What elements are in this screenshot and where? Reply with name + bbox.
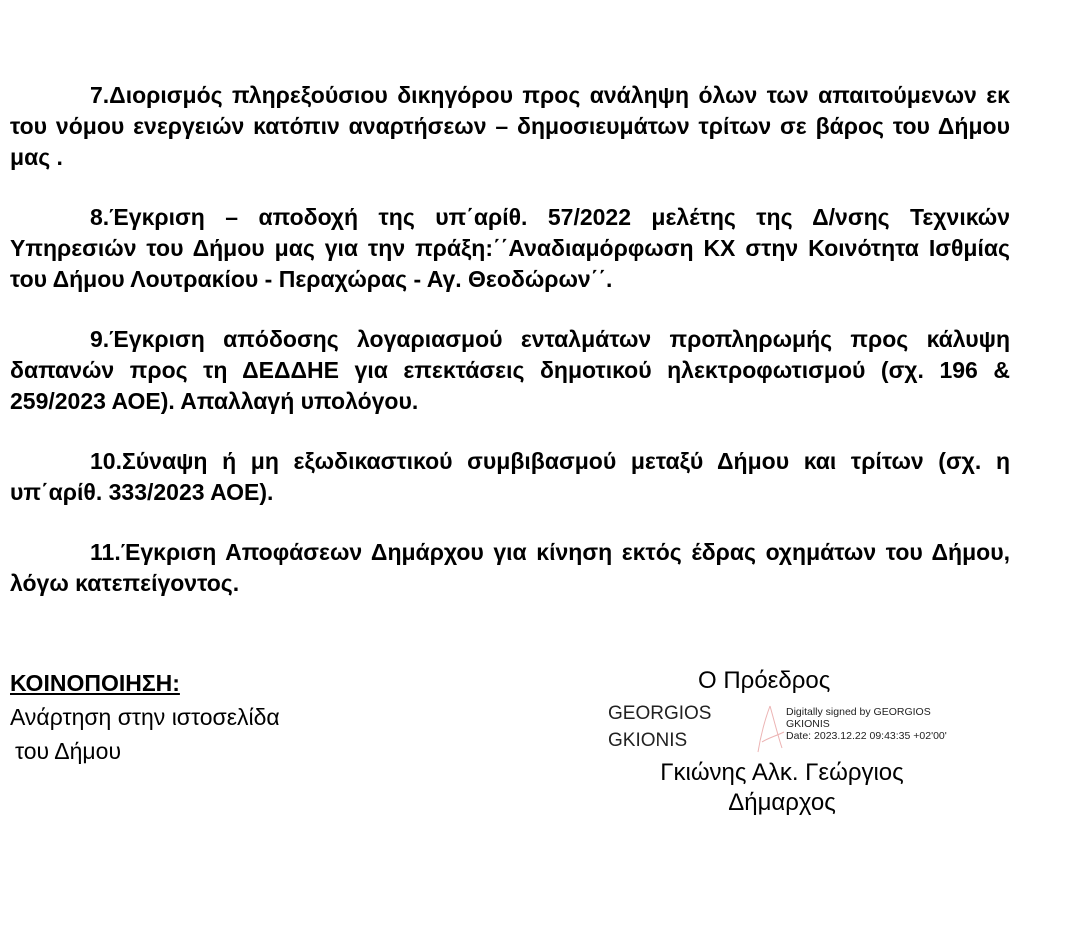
agenda-item-7: 7.Διορισμός πληρεξούσιου δικηγόρου προς ανάληψη όλων των απαιτούμενων εκ του νόμου ενεργειών κατόπιν αναρτήσεων – δημοσιευμάτων τρίτων σε βάρος του Δήμου μας . (10, 82, 1010, 170)
notification-block (10, 666, 280, 768)
signature-first-name: GEORGIOS (608, 703, 712, 724)
signer-title: Δήμαρχος (728, 789, 836, 816)
signature-detail-line-3: Date: 2023.12.22 09:43:35 +02'00' (786, 730, 947, 742)
signature-name (608, 700, 711, 754)
signature-detail-line-1: Digitally signed by GEORGIOS (786, 706, 931, 718)
signer-block (642, 758, 922, 818)
agenda-item-9: 9.Έγκριση απόδοσης λογαριασμού ενταλμάτων προπληρωμής προς κάλυψη δαπανών προς τη ΔΕΔΔΗΕ για επεκτάσεις δημοτικού ηλεκτροφωτισμού (σχ. 196 & 259/2023 ΑΟΕ). Απαλλαγή υπολόγου. (10, 326, 1010, 414)
notification-line-2: του Δήμου (15, 738, 122, 764)
signature-last-name: GKIONIS (608, 730, 688, 751)
notification-title: ΚΟΙΝΟΠΟΙΗΣΗ: (10, 670, 180, 696)
signature-scribble-icon (750, 702, 790, 754)
agenda-item-8: 8.Έγκριση – αποδοχή της υπ΄αρίθ. 57/2022 μελέτης της Δ/νσης Τεχνικών Υπηρεσιών του Δήμου μας για την πράξη:΄΄Αναδιαμόρφωση ΚΧ στην Κοινότητα Ισθμίας του Δήμου Λουτρακίου - Περαχώρας - Αγ. Θεοδώρων΄΄. (10, 204, 1010, 292)
notification-line-1: Ανάρτηση στην ιστοσελίδα (10, 704, 280, 730)
signature-detail-line-2: GKIONIS (786, 718, 830, 730)
agenda-item-10: 10.Σύναψη ή μη εξωδικαστικού συμβιβασμού μεταξύ Δήμου και τρίτων (σχ. η υπ΄αρίθ. 333/2023 ΑΟΕ). (10, 448, 1010, 505)
signature-details (786, 706, 947, 742)
digital-signature (608, 700, 988, 760)
president-title: Ο Πρόεδρος (698, 667, 831, 694)
agenda-items (10, 80, 1010, 628)
signer-name: Γκιώνης Αλκ. Γεώργιος (660, 759, 904, 786)
agenda-item-11: 11.Έγκριση Αποφάσεων Δημάρχου για κίνηση εκτός έδρας οχημάτων του Δήμου, λόγω κατεπείγοντος. (10, 539, 1010, 596)
